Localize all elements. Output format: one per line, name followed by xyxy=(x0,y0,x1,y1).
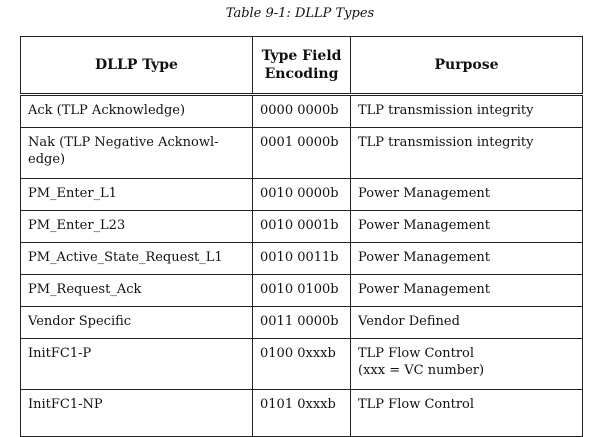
cell-purpose: Power Management xyxy=(351,211,583,243)
cell-dllp-type: Vendor Specific xyxy=(21,307,253,339)
dllp-types-table xyxy=(20,36,583,437)
cell-purpose: TLP Flow Control (xxx = VC number) xyxy=(351,339,583,390)
cell-encoding: 0100 0xxxb xyxy=(253,339,351,390)
cell-purpose: Vendor Defined xyxy=(351,307,583,339)
header-purpose: Purpose xyxy=(351,37,583,95)
cell-encoding: 0010 0000b xyxy=(253,179,351,211)
cell-dllp-type: PM_Enter_L23 xyxy=(21,211,253,243)
table-row xyxy=(21,211,583,243)
cell-dllp-type: PM_Active_State_Request_L1 xyxy=(21,243,253,275)
cell-purpose: TLP Flow Control xyxy=(351,390,583,437)
cell-purpose: TLP transmission integrity xyxy=(351,95,583,128)
cell-encoding: 0000 0000b xyxy=(253,95,351,128)
cell-dllp-type: PM_Enter_L1 xyxy=(21,179,253,211)
cell-encoding: 0001 0000b xyxy=(253,128,351,179)
cell-dllp-type: PM_Request_Ack xyxy=(21,275,253,307)
cell-dllp-type: Ack (TLP Acknowledge) xyxy=(21,95,253,128)
table-row xyxy=(21,307,583,339)
header-type-field-encoding: Type Field Encoding xyxy=(253,37,351,95)
cell-dllp-type: Nak (TLP Negative Acknowl- edge) xyxy=(21,128,253,179)
cell-purpose: TLP transmission integrity xyxy=(351,128,583,179)
cell-encoding: 0010 0001b xyxy=(253,211,351,243)
table-row xyxy=(21,275,583,307)
table-header-row xyxy=(21,37,583,95)
cell-encoding: 0011 0000b xyxy=(253,307,351,339)
header-dllp-type: DLLP Type xyxy=(21,37,253,95)
table-row xyxy=(21,243,583,275)
cell-encoding: 0010 0011b xyxy=(253,243,351,275)
table-row xyxy=(21,339,583,390)
table-row xyxy=(21,390,583,437)
cell-purpose: Power Management xyxy=(351,275,583,307)
table-caption: Table 9-1: DLLP Types xyxy=(225,6,375,21)
cell-purpose: Power Management xyxy=(351,243,583,275)
table-row xyxy=(21,95,583,128)
cell-dllp-type: InitFC1-P xyxy=(21,339,253,390)
table-row xyxy=(21,179,583,211)
cell-encoding: 0010 0100b xyxy=(253,275,351,307)
cell-encoding: 0101 0xxxb xyxy=(253,390,351,437)
cell-purpose: Power Management xyxy=(351,179,583,211)
cell-dllp-type: InitFC1-NP xyxy=(21,390,253,437)
table-row xyxy=(21,128,583,179)
